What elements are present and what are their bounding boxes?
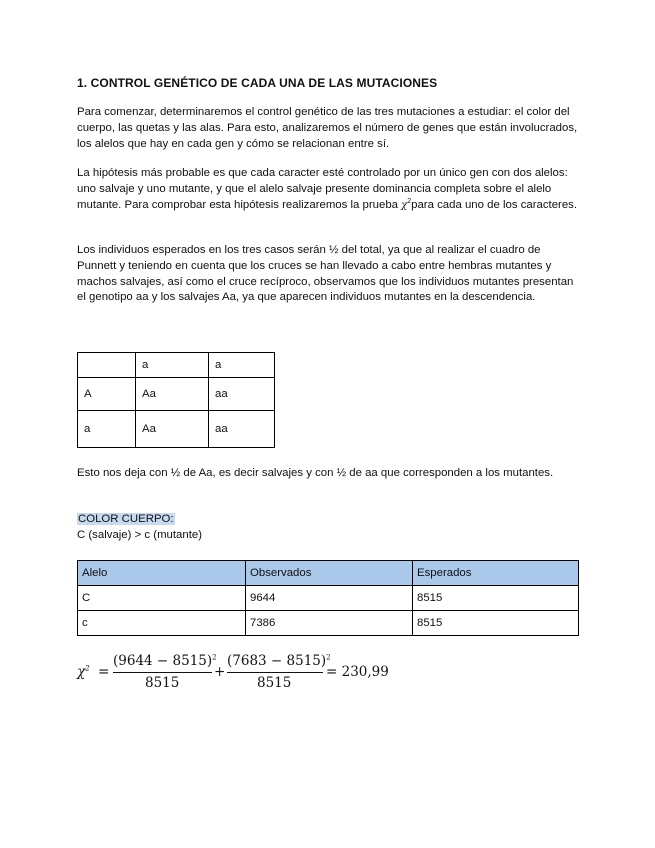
header-cell: Observados [246, 561, 413, 586]
hypothesis-text-end: para cada uno de los caracteres. [411, 198, 578, 211]
formula-chi-symbol: χ [77, 664, 86, 680]
punnett-cell: a [78, 411, 136, 448]
numerator-1-sup: 2 [212, 653, 217, 662]
paragraph-expected: Los individuos esperados en los tres casos serán ½ del total, ya que al realizar el cuadro de Punnett y teniendo en cuenta que los cruces se han llevado a cabo entre hembras mutantes y machos salvajes, así como el cruce recíproco, observamos que los individuos mutantes presentan el genotipo aa y los salvajes Aa, ya que aparecen individuos mutantes en la descendencia. [77, 244, 574, 304]
formula-chi [77, 664, 90, 680]
table-cell: 8515 [413, 586, 579, 611]
formula-denominator-2: 8515 [257, 675, 292, 691]
table-row [78, 586, 579, 611]
punnett-row [78, 378, 275, 411]
punnett-table [77, 352, 275, 448]
table-cell: 9644 [246, 586, 413, 611]
allele-table [77, 560, 579, 636]
punnett-cell: a [136, 353, 209, 378]
formula-plus: + [214, 664, 226, 680]
formula-chi-sup: 2 [85, 664, 90, 673]
formula-numerator-2 [227, 653, 331, 669]
numerator-2-text: (7683 − 8515) [227, 653, 327, 669]
chi-square-formula [77, 651, 397, 695]
numerator-1-text: (9644 − 8515) [113, 653, 213, 669]
header-cell: Alelo [78, 561, 246, 586]
punnett-cell: aa [209, 411, 275, 448]
allele-table-header [78, 561, 579, 586]
hypothesis-text-start: La hipótesis más probable es que cada caracter esté controlado por un único gen con dos alelos: uno salvaje y uno mutante, y que el alelo salvaje presente dominancia completa sobre el alelo mutante. Para comprobar esta hipótesis realizaremos la prueba [77, 167, 568, 211]
punnett-cell [78, 353, 136, 378]
table-cell: 7386 [246, 611, 413, 636]
section-title-color-cuerpo: COLOR CUERPO: [78, 513, 174, 525]
table-cell: c [78, 611, 246, 636]
formula-numerator-1 [113, 653, 217, 669]
punnett-cell: A [78, 378, 136, 411]
fraction-bar-2 [227, 672, 323, 673]
punnett-cell: Aa [136, 378, 209, 411]
chi-superscript: 2 [407, 197, 412, 205]
table-cell: C [78, 586, 246, 611]
chi-symbol: χ [401, 199, 408, 211]
punnett-cell: a [209, 353, 275, 378]
numerator-2-sup: 2 [326, 653, 331, 662]
formula-equals: = [98, 664, 110, 680]
punnett-row [78, 353, 275, 378]
table-cell: 8515 [413, 611, 579, 636]
formula-result: = 230,99 [326, 664, 389, 680]
punnett-cell: aa [209, 378, 275, 411]
table-row [78, 611, 579, 636]
punnett-row [78, 411, 275, 448]
fraction-bar-1 [113, 672, 212, 673]
formula-denominator-1: 8515 [145, 675, 180, 691]
paragraph-hypothesis [77, 166, 582, 213]
header-cell: Esperados [413, 561, 579, 586]
section-heading: 1. CONTROL GENÉTICO DE CADA UNA DE LAS MUTACIONES [77, 76, 438, 90]
paragraph-intro: Para comenzar, determinaremos el control genético de las tres mutaciones a estudiar: el color del cuerpo, las quetas y las alas. Para esto, analizaremos el número de genes que están involucrados, los alelos que hay en cada gen y cómo se relacionan entre sí. [77, 106, 578, 150]
punnett-cell: Aa [136, 411, 209, 448]
allele-dominance-line: C (salvaje) > c (mutante) [77, 529, 203, 541]
paragraph-result: Esto nos deja con ½ de Aa, es decir salvajes y con ½ de aa que corresponden a los mutantes. [77, 467, 554, 479]
